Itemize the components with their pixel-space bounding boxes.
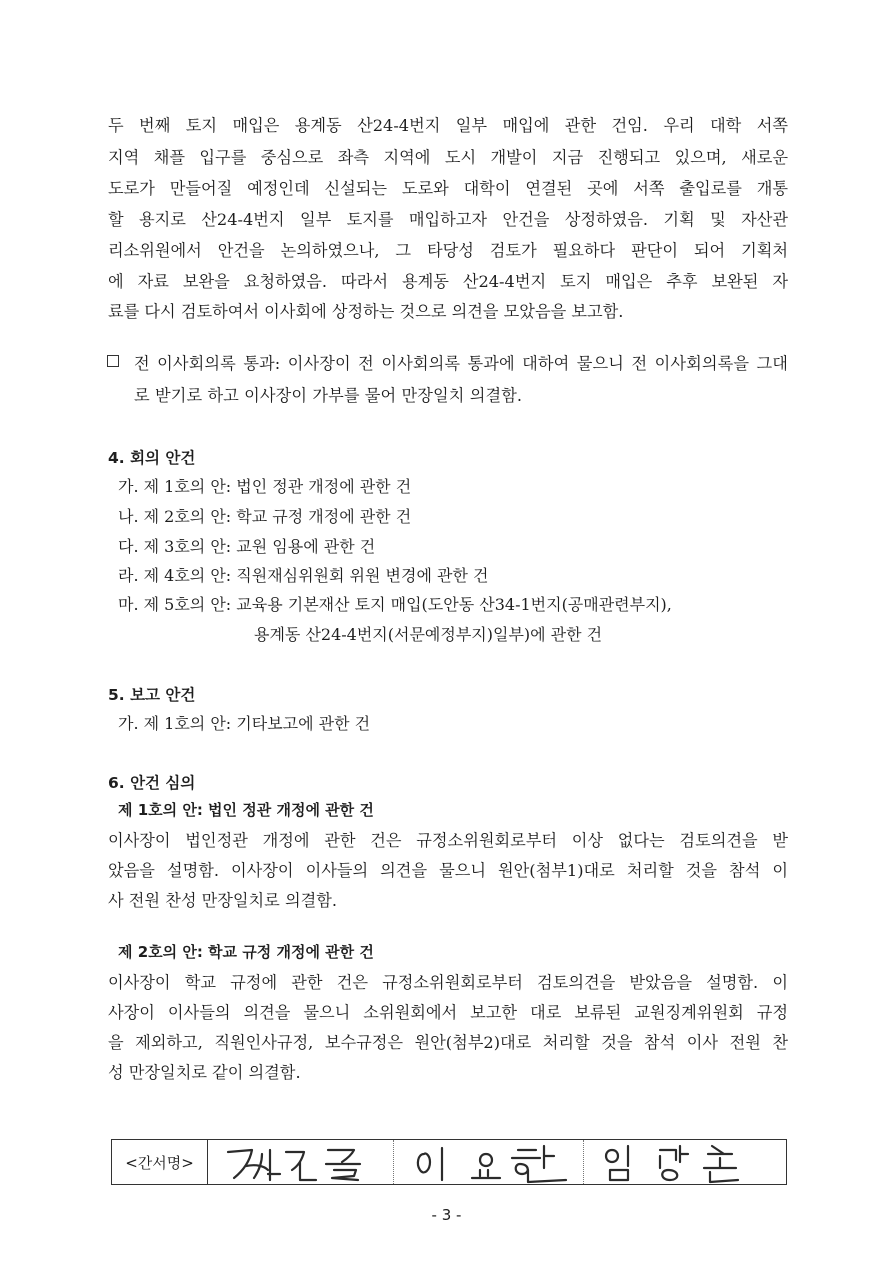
checkbox-bullet-icon: [107, 355, 119, 367]
signature-cell: [208, 1140, 394, 1184]
minutes-line-text: 전 이사회의록 통과: 이사장이 전 이사회의록 통과에 대하여 물으니 전 이사회의록을 그대: [134, 354, 788, 373]
handwritten-signature-2: [394, 1140, 584, 1184]
agenda-item: 나. 제 2호의 안: 학교 규정 개정에 관한 건: [118, 507, 412, 526]
section-heading: 6. 안건 심의: [108, 774, 196, 792]
signature-label: <간서명>: [112, 1140, 208, 1184]
minutes-line: 로 받기로 하고 이사장이 가부를 물어 만장일치 의결함.: [134, 386, 523, 405]
intro-line: 두 번째 토지 매입은 용계동 산24-4번지 일부 매입에 관한 건임. 우리 대학 서쪽: [108, 116, 788, 135]
intro-line: 도로가 만들어질 예정인데 신설되는 도로와 대학이 연결된 곳에 서쪽 출입로를 개통: [108, 179, 788, 198]
agenda2-line: 이사장이 학교 규정에 관한 건은 규정소위원회로부터 검토의견을 받았음을 설명함. 이: [108, 973, 788, 992]
signature-cell: [584, 1140, 786, 1184]
agenda2-line: 사장이 이사들의 의견을 물으니 소위원회에서 보고한 대로 보류된 교원징계위원회 규정: [108, 1003, 788, 1022]
agenda-title: 제 2호의 안: 학교 규정 개정에 관한 건: [118, 943, 374, 961]
agenda-title: 제 1호의 안: 법인 정관 개정에 관한 건: [118, 801, 374, 819]
agenda1-line: 이사장이 법인정관 개정에 관한 건은 규정소위원회로부터 이상 없다는 검토의견을 받: [108, 831, 788, 850]
agenda2-line: 성 만장일치로 같이 의결함.: [108, 1063, 301, 1082]
intro-line: 료를 다시 검토하여서 이사회에 상정하는 것으로 의견을 모았음을 보고함.: [108, 302, 624, 321]
intro-line: 리소위원에서 안건을 논의하였으나, 그 타당성 검토가 필요하다 판단이 되어 기획처: [108, 241, 788, 260]
agenda1-line: 았음을 설명함. 이사장이 이사들의 의견을 물으니 원안(첨부1)대로 처리할 것을 참석 이: [108, 861, 788, 880]
section-heading: 4. 회의 안건: [108, 449, 196, 467]
section-heading: 5. 보고 안건: [108, 686, 196, 704]
agenda-item-continuation: 용계동 산24-4번지(서문예정부지)일부)에 관한 건: [254, 625, 603, 644]
signature-box: [111, 1139, 787, 1185]
intro-line: 할 용지로 산24-4번지 일부 토지를 매입하고자 안건을 상정하였음. 기획 및 자산관: [108, 210, 788, 229]
agenda2-line: 을 제외하고, 직원인사규정, 보수규정은 원안(첨부2)대로 처리할 것을 참석 이사 전원 찬: [108, 1033, 788, 1052]
agenda-item: 다. 제 3호의 안: 교원 임용에 관한 건: [118, 537, 376, 556]
intro-line: 에 자료 보완을 요청하였음. 따라서 용계동 산24-4번지 토지 매입은 추후 보완된 자: [108, 272, 788, 291]
agenda-item: 마. 제 5호의 안: 교육용 기본재산 토지 매입(도안동 산34-1번지(공매관련부지),: [118, 595, 672, 614]
signature-cell: [394, 1140, 584, 1184]
handwritten-signature-1: [208, 1140, 394, 1184]
handwritten-signature-3: [584, 1140, 786, 1184]
agenda1-line: 사 전원 찬성 만장일치로 의결함.: [108, 891, 338, 910]
report-item: 가. 제 1호의 안: 기타보고에 관한 건: [118, 714, 371, 733]
intro-line: 지역 채플 입구를 중심으로 좌측 지역에 도시 개발이 지금 진행되고 있으며, 새로운: [108, 148, 788, 167]
minutes-line: [134, 350, 788, 374]
page-number: - 3 -: [431, 1206, 462, 1224]
agenda-item: 가. 제 1호의 안: 법인 정관 개정에 관한 건: [118, 477, 412, 496]
agenda-item: 라. 제 4호의 안: 직원재심위원회 위원 변경에 관한 건: [118, 566, 489, 585]
